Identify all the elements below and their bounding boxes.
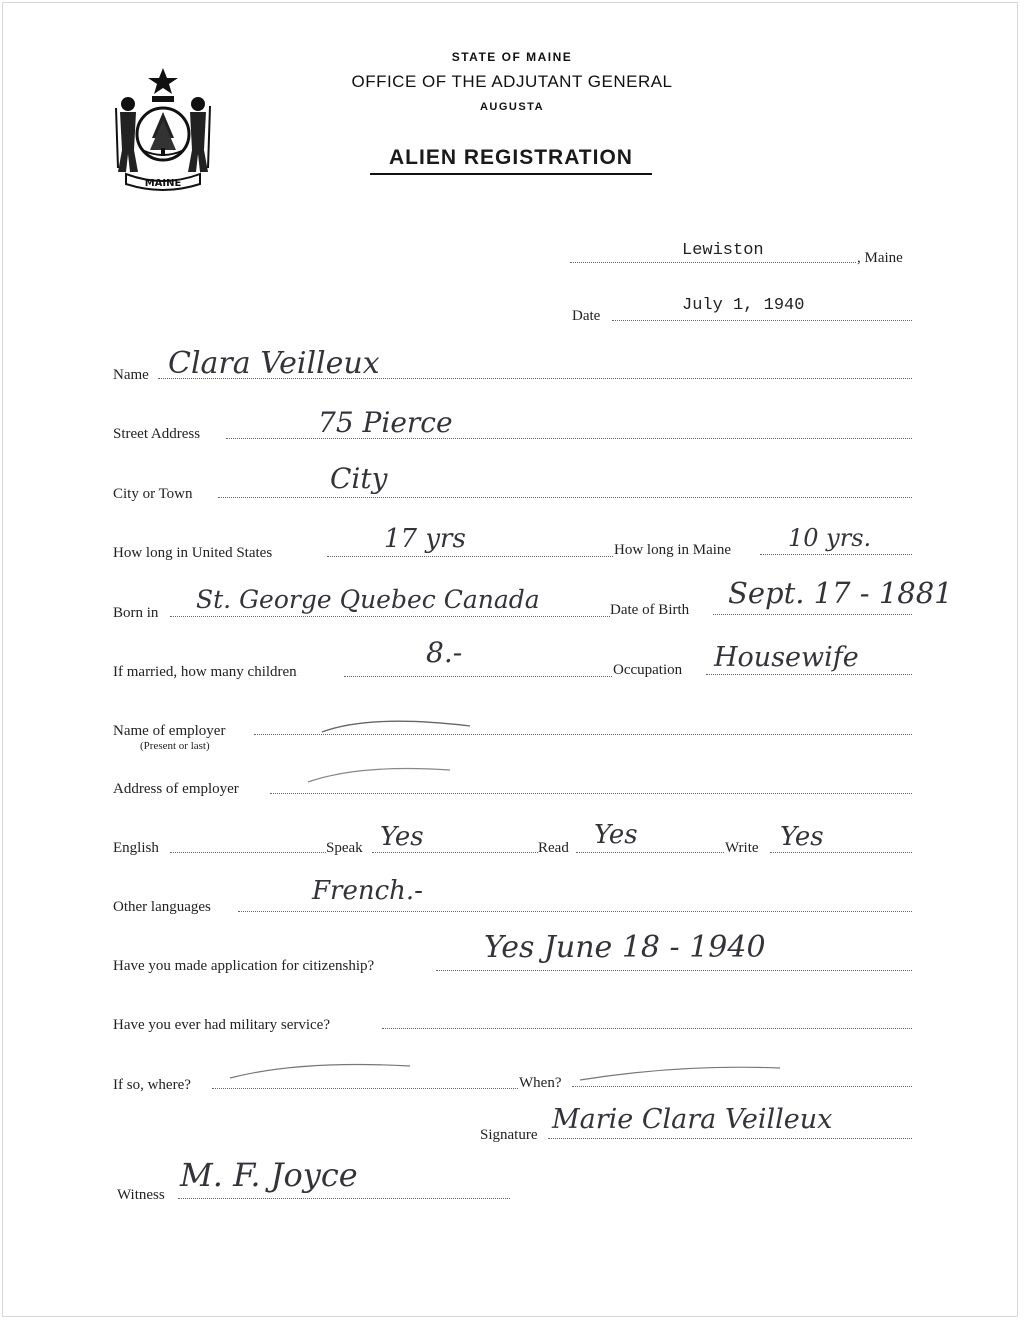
- children-value: 8.-: [426, 636, 463, 669]
- citizenship-label: Have you made application for citizenship?: [113, 958, 375, 974]
- office-heading: OFFICE OF THE ADJUTANT GENERAL: [351, 72, 673, 91]
- military-label: Have you ever had military service?: [113, 1017, 330, 1033]
- dob-label: Date of Birth: [610, 602, 690, 618]
- name-label: Name: [113, 367, 149, 383]
- citizenship-line: [436, 970, 912, 971]
- date-value: July 1, 1940: [682, 296, 805, 315]
- military-dash-strokes: [220, 1056, 920, 1096]
- how-long-maine-line: [760, 554, 912, 555]
- street-label: Street Address: [113, 426, 201, 442]
- date-line: [612, 320, 912, 321]
- name-value: Clara Veilleux: [168, 346, 380, 381]
- signature-label: Signature: [480, 1127, 538, 1143]
- city-line: [218, 497, 912, 498]
- state-heading: STATE OF MAINE: [451, 50, 573, 64]
- english-label: English: [113, 840, 159, 856]
- english-line: [170, 852, 326, 853]
- town-line: [570, 262, 856, 263]
- children-label: If married, how many children: [113, 664, 297, 680]
- town-value: Lewiston: [682, 241, 764, 260]
- date-label: Date: [572, 308, 601, 324]
- write-label: Write: [725, 840, 759, 856]
- born-in-line: [170, 616, 610, 617]
- other-languages-value: French.-: [312, 876, 423, 906]
- born-in-label: Born in: [113, 605, 159, 621]
- citizenship-value: Yes June 18 - 1940: [484, 930, 766, 965]
- read-label: Read: [538, 840, 569, 856]
- witness-line: [178, 1198, 510, 1199]
- city-label: City or Town: [113, 486, 193, 502]
- write-value: Yes: [780, 822, 824, 852]
- occupation-value: Housewife: [714, 642, 859, 673]
- write-line: [770, 852, 912, 853]
- witness-label: Witness: [117, 1187, 165, 1203]
- how-long-maine-value: 10 yrs.: [788, 524, 872, 552]
- city-value: City: [330, 462, 388, 495]
- witness-value: M. F. Joyce: [180, 1156, 358, 1194]
- how-long-maine-label: How long in Maine: [614, 542, 732, 558]
- employer-dash-strokes: [300, 712, 480, 792]
- military-line: [382, 1028, 912, 1029]
- speak-label: Speak: [326, 840, 363, 856]
- other-languages-label: Other languages: [113, 899, 211, 915]
- read-line: [576, 852, 724, 853]
- speak-line: [372, 852, 538, 853]
- employer-address-line: [270, 793, 912, 794]
- occupation-label: Occupation: [613, 662, 683, 678]
- employer-name-sublabel: (Present or last): [140, 740, 210, 752]
- street-value: 75 Pierce: [318, 406, 453, 439]
- children-line: [344, 676, 612, 677]
- born-in-value: St. George Quebec Canada: [196, 585, 540, 614]
- form-title: ALIEN REGISTRATION: [370, 146, 652, 175]
- how-long-us-value: 17 yrs: [384, 524, 466, 554]
- employer-name-label: Name of employer: [113, 723, 226, 739]
- employer-address-label: Address of employer: [113, 781, 239, 797]
- signature-line: [548, 1138, 912, 1139]
- seal-motto: MAINE: [144, 178, 182, 189]
- dob-line: [713, 614, 912, 615]
- read-value: Yes: [594, 820, 638, 850]
- occupation-line: [706, 674, 912, 675]
- when-label: When?: [519, 1075, 562, 1091]
- if-so-where-label: If so, where?: [113, 1077, 191, 1093]
- dob-value: Sept. 17 - 1881: [728, 576, 953, 610]
- speak-value: Yes: [380, 822, 424, 852]
- how-long-us-line: [327, 556, 613, 557]
- document-page: [2, 2, 1018, 1317]
- other-languages-line: [238, 911, 912, 912]
- maine-label: , Maine: [857, 250, 903, 266]
- city-heading: AUGUSTA: [479, 101, 545, 113]
- how-long-us-label: How long in United States: [113, 545, 273, 561]
- signature-value: Marie Clara Veilleux: [552, 1104, 833, 1135]
